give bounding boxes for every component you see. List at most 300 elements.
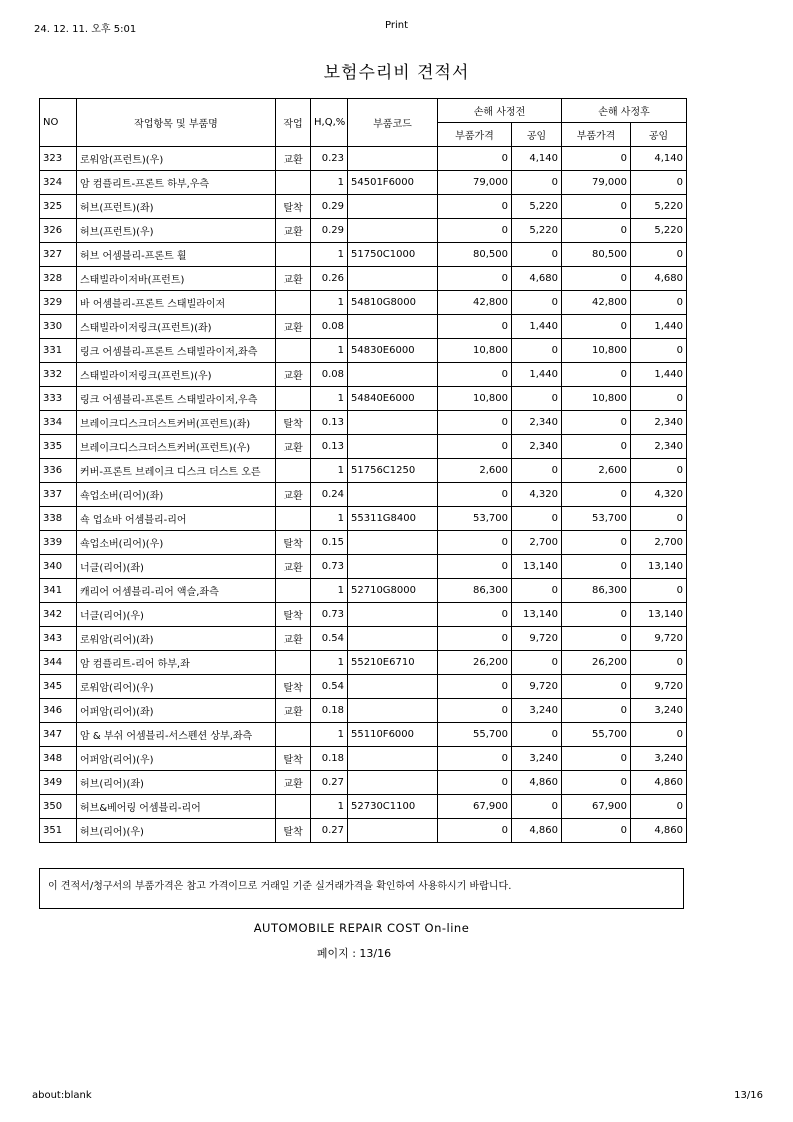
cell-after-part-price: 0 — [562, 603, 631, 627]
cell-no: 327 — [40, 243, 77, 267]
cell-before-labor: 4,680 — [512, 267, 562, 291]
cell-after-part-price: 0 — [562, 411, 631, 435]
cell-after-labor: 9,720 — [631, 627, 687, 651]
table-row — [40, 579, 687, 603]
cell-no: 335 — [40, 435, 77, 459]
cell-work: 탈착 — [276, 531, 311, 555]
cell-part-code — [348, 219, 438, 243]
cell-part-code — [348, 315, 438, 339]
cell-before-part-price: 0 — [438, 147, 512, 171]
cell-before-part-price: 0 — [438, 819, 512, 843]
cell-after-labor: 13,140 — [631, 603, 687, 627]
cell-before-labor: 2,700 — [512, 531, 562, 555]
brand-line: AUTOMOBILE REPAIR COST On-line — [253, 921, 470, 935]
cell-item: 암 컴플리트-리어 하부,좌 — [77, 651, 276, 675]
cell-no: 341 — [40, 579, 77, 603]
cell-part-code: 52730C1100 — [348, 795, 438, 819]
cell-after-labor: 4,140 — [631, 147, 687, 171]
header-work: 작업 — [276, 99, 311, 147]
cell-no: 334 — [40, 411, 77, 435]
cell-part-code — [348, 195, 438, 219]
table-row — [40, 147, 687, 171]
cell-before-part-price: 0 — [438, 675, 512, 699]
cell-part-code: 55210E6710 — [348, 651, 438, 675]
cell-before-labor: 5,220 — [512, 219, 562, 243]
cell-after-part-price: 0 — [562, 675, 631, 699]
cell-after-labor: 0 — [631, 651, 687, 675]
cell-before-part-price: 0 — [438, 411, 512, 435]
cell-before-part-price: 10,800 — [438, 387, 512, 411]
cell-item: 쇽업소버(리어)(우) — [77, 531, 276, 555]
header-before-labor: 공임 — [512, 123, 562, 147]
footer-url: about:blank — [32, 1090, 92, 1101]
cell-no: 338 — [40, 507, 77, 531]
cell-work: 탈착 — [276, 819, 311, 843]
cell-work — [276, 507, 311, 531]
cell-no: 328 — [40, 267, 77, 291]
cell-item: 어퍼암(리어)(좌) — [77, 699, 276, 723]
cell-hq: 0.73 — [311, 603, 348, 627]
table-row — [40, 483, 687, 507]
cell-no: 350 — [40, 795, 77, 819]
cell-after-part-price: 0 — [562, 267, 631, 291]
cell-item: 브레이크디스크더스트커버(프런트)(우) — [77, 435, 276, 459]
cell-work: 교환 — [276, 147, 311, 171]
table-row — [40, 507, 687, 531]
cell-no: 349 — [40, 771, 77, 795]
cell-no: 342 — [40, 603, 77, 627]
cell-after-labor: 2,340 — [631, 411, 687, 435]
cell-work: 교환 — [276, 771, 311, 795]
cell-no: 340 — [40, 555, 77, 579]
cell-work: 교환 — [276, 435, 311, 459]
cell-work: 교환 — [276, 699, 311, 723]
table-row — [40, 243, 687, 267]
cell-hq: 1 — [311, 579, 348, 603]
cell-hq: 1 — [311, 243, 348, 267]
cell-after-part-price: 0 — [562, 435, 631, 459]
cell-before-part-price: 53,700 — [438, 507, 512, 531]
cell-before-part-price: 2,600 — [438, 459, 512, 483]
cell-no: 326 — [40, 219, 77, 243]
cell-work: 탈착 — [276, 603, 311, 627]
cell-no: 348 — [40, 747, 77, 771]
cell-before-part-price: 86,300 — [438, 579, 512, 603]
cell-before-part-price: 0 — [438, 363, 512, 387]
cell-hq: 0.73 — [311, 555, 348, 579]
header-after-labor: 공임 — [631, 123, 687, 147]
cell-hq: 1 — [311, 507, 348, 531]
cell-part-code — [348, 363, 438, 387]
cell-before-labor: 0 — [512, 795, 562, 819]
cell-item: 링크 어셈블리-프론트 스태빌라이저,우측 — [77, 387, 276, 411]
cell-work — [276, 723, 311, 747]
cell-after-labor: 4,680 — [631, 267, 687, 291]
cell-part-code: 51750C1000 — [348, 243, 438, 267]
table-row — [40, 363, 687, 387]
cell-item: 허브(프런트)(좌) — [77, 195, 276, 219]
cell-no: 333 — [40, 387, 77, 411]
cell-before-labor: 0 — [512, 339, 562, 363]
cell-hq: 0.18 — [311, 699, 348, 723]
cell-before-part-price: 26,200 — [438, 651, 512, 675]
cell-after-labor: 4,860 — [631, 819, 687, 843]
cell-after-part-price: 0 — [562, 483, 631, 507]
cell-item: 허브&베어링 어셈블리-리어 — [77, 795, 276, 819]
table-row — [40, 699, 687, 723]
cell-item: 쇽업소버(리어)(좌) — [77, 483, 276, 507]
cell-no: 337 — [40, 483, 77, 507]
cell-before-part-price: 0 — [438, 531, 512, 555]
table-row — [40, 771, 687, 795]
cell-before-labor: 13,140 — [512, 555, 562, 579]
table-row — [40, 171, 687, 195]
cell-before-part-price: 42,800 — [438, 291, 512, 315]
cell-part-code: 54840E6000 — [348, 387, 438, 411]
cell-after-part-price: 55,700 — [562, 723, 631, 747]
cell-item: 허브(리어)(좌) — [77, 771, 276, 795]
cell-no: 346 — [40, 699, 77, 723]
cell-item: 브레이크디스크더스트커버(프런트)(좌) — [77, 411, 276, 435]
cell-before-labor: 4,860 — [512, 819, 562, 843]
cell-part-code: 54501F6000 — [348, 171, 438, 195]
cell-before-labor: 1,440 — [512, 315, 562, 339]
cell-hq: 0.27 — [311, 819, 348, 843]
cell-after-part-price: 26,200 — [562, 651, 631, 675]
cell-hq: 0.13 — [311, 411, 348, 435]
cell-part-code — [348, 819, 438, 843]
cell-before-labor: 1,440 — [512, 363, 562, 387]
cell-after-labor: 0 — [631, 579, 687, 603]
header-hq: H,Q,% — [311, 99, 348, 147]
cell-after-part-price: 0 — [562, 699, 631, 723]
cell-part-code — [348, 435, 438, 459]
cell-no: 345 — [40, 675, 77, 699]
cell-before-labor: 0 — [512, 387, 562, 411]
table-row — [40, 555, 687, 579]
cell-item: 암 컴플리트-프론트 하부,우측 — [77, 171, 276, 195]
cell-before-labor: 0 — [512, 723, 562, 747]
cell-before-part-price: 0 — [438, 483, 512, 507]
cell-hq: 0.54 — [311, 675, 348, 699]
cell-hq: 0.27 — [311, 771, 348, 795]
cell-work: 탈착 — [276, 675, 311, 699]
cell-after-part-price: 0 — [562, 747, 631, 771]
cell-hq: 0.08 — [311, 315, 348, 339]
cell-work — [276, 291, 311, 315]
cell-part-code — [348, 675, 438, 699]
cell-hq: 1 — [311, 459, 348, 483]
cell-after-part-price: 86,300 — [562, 579, 631, 603]
cell-no: 344 — [40, 651, 77, 675]
footer-page-count: 13/16 — [734, 1090, 763, 1101]
table-row — [40, 627, 687, 651]
table-row — [40, 267, 687, 291]
cell-no: 331 — [40, 339, 77, 363]
document-title: 보험수리비 견적서 — [323, 63, 470, 83]
table-row — [40, 195, 687, 219]
cell-before-labor: 9,720 — [512, 627, 562, 651]
cell-part-code — [348, 699, 438, 723]
cell-no: 324 — [40, 171, 77, 195]
cell-work: 교환 — [276, 555, 311, 579]
header-after-part-price: 부품가격 — [562, 123, 631, 147]
cell-before-part-price: 67,900 — [438, 795, 512, 819]
cell-item: 어퍼암(리어)(우) — [77, 747, 276, 771]
table-row — [40, 603, 687, 627]
cell-no: 336 — [40, 459, 77, 483]
cell-before-part-price: 10,800 — [438, 339, 512, 363]
cell-before-labor: 13,140 — [512, 603, 562, 627]
cell-hq: 1 — [311, 651, 348, 675]
cell-hq: 0.24 — [311, 483, 348, 507]
cell-no: 325 — [40, 195, 77, 219]
cell-work: 탈착 — [276, 195, 311, 219]
cell-before-labor: 2,340 — [512, 435, 562, 459]
cell-before-part-price: 0 — [438, 699, 512, 723]
cell-after-labor: 0 — [631, 387, 687, 411]
cell-part-code — [348, 411, 438, 435]
cell-work: 교환 — [276, 627, 311, 651]
cell-before-part-price: 0 — [438, 435, 512, 459]
cell-hq: 1 — [311, 723, 348, 747]
cell-after-part-price: 0 — [562, 555, 631, 579]
cell-before-part-price: 80,500 — [438, 243, 512, 267]
cell-after-labor: 2,340 — [631, 435, 687, 459]
cell-no: 351 — [40, 819, 77, 843]
cell-part-code: 51756C1250 — [348, 459, 438, 483]
cell-before-part-price: 0 — [438, 771, 512, 795]
cell-before-part-price: 79,000 — [438, 171, 512, 195]
cell-hq: 1 — [311, 387, 348, 411]
cell-item: 스태빌라이저바(프런트) — [77, 267, 276, 291]
cell-before-part-price: 0 — [438, 267, 512, 291]
cell-after-part-price: 10,800 — [562, 387, 631, 411]
cell-part-code: 54830E6000 — [348, 339, 438, 363]
cell-after-part-price: 67,900 — [562, 795, 631, 819]
cell-before-part-price: 55,700 — [438, 723, 512, 747]
table-row — [40, 315, 687, 339]
cell-item: 로워암(프런트)(우) — [77, 147, 276, 171]
cell-after-part-price: 79,000 — [562, 171, 631, 195]
header-before-part-price: 부품가격 — [438, 123, 512, 147]
header-before-adjustment: 손해 사정전 — [438, 99, 562, 123]
cell-work — [276, 243, 311, 267]
cell-after-labor: 3,240 — [631, 747, 687, 771]
cell-item: 암 & 부쉬 어셈블리-서스펜션 상부,좌측 — [77, 723, 276, 747]
cell-after-labor: 4,860 — [631, 771, 687, 795]
cell-part-code: 54810G8000 — [348, 291, 438, 315]
cell-before-part-price: 0 — [438, 195, 512, 219]
cell-item: 허브(리어)(우) — [77, 819, 276, 843]
table-row — [40, 675, 687, 699]
cell-after-part-price: 53,700 — [562, 507, 631, 531]
cell-after-part-price: 0 — [562, 531, 631, 555]
header-item: 작업항목 및 부품명 — [77, 99, 276, 147]
cell-hq: 1 — [311, 339, 348, 363]
table-row — [40, 219, 687, 243]
cell-before-labor: 0 — [512, 291, 562, 315]
cell-after-part-price: 0 — [562, 315, 631, 339]
cell-no: 339 — [40, 531, 77, 555]
table-row — [40, 459, 687, 483]
cell-after-labor: 0 — [631, 795, 687, 819]
cell-hq: 1 — [311, 171, 348, 195]
cell-before-labor: 4,860 — [512, 771, 562, 795]
header-after-adjustment: 손해 사정후 — [562, 99, 687, 123]
cell-part-code — [348, 627, 438, 651]
cell-before-labor: 4,320 — [512, 483, 562, 507]
print-datetime: 24. 12. 11. 오후 5:01 — [34, 24, 137, 35]
cell-item: 링크 어셈블리-프론트 스태빌라이저,좌측 — [77, 339, 276, 363]
cell-part-code — [348, 267, 438, 291]
cell-before-labor: 5,220 — [512, 195, 562, 219]
cell-item: 허브(프런트)(우) — [77, 219, 276, 243]
cell-hq: 0.13 — [311, 435, 348, 459]
table-row — [40, 819, 687, 843]
cell-before-labor: 4,140 — [512, 147, 562, 171]
cell-item: 커버-프론트 브레이크 디스크 더스트 오른 — [77, 459, 276, 483]
cell-after-part-price: 0 — [562, 147, 631, 171]
table-row — [40, 723, 687, 747]
cell-after-labor: 9,720 — [631, 675, 687, 699]
cell-part-code — [348, 147, 438, 171]
cell-before-labor: 0 — [512, 579, 562, 603]
cell-work: 교환 — [276, 315, 311, 339]
cell-after-labor: 0 — [631, 291, 687, 315]
cell-part-code — [348, 747, 438, 771]
cell-work — [276, 387, 311, 411]
table-row — [40, 387, 687, 411]
cell-hq: 1 — [311, 795, 348, 819]
cell-after-labor: 3,240 — [631, 699, 687, 723]
cell-after-labor: 0 — [631, 243, 687, 267]
cell-work: 교환 — [276, 267, 311, 291]
cell-work — [276, 171, 311, 195]
cell-before-part-price: 0 — [438, 555, 512, 579]
cell-before-labor: 9,720 — [512, 675, 562, 699]
table-row — [40, 651, 687, 675]
cell-no: 329 — [40, 291, 77, 315]
cell-work — [276, 795, 311, 819]
cell-after-labor: 2,700 — [631, 531, 687, 555]
cell-item: 너클(리어)(좌) — [77, 555, 276, 579]
cell-hq: 0.15 — [311, 531, 348, 555]
table-row — [40, 291, 687, 315]
cell-item: 바 어셈블리-프론트 스태빌라이저 — [77, 291, 276, 315]
cell-before-labor: 3,240 — [512, 747, 562, 771]
cell-before-part-price: 0 — [438, 747, 512, 771]
cell-hq: 0.18 — [311, 747, 348, 771]
cell-hq: 0.23 — [311, 147, 348, 171]
cell-after-part-price: 0 — [562, 195, 631, 219]
table-row — [40, 747, 687, 771]
cell-hq: 0.29 — [311, 219, 348, 243]
cell-item: 쇽 업쇼바 어셈블리-리어 — [77, 507, 276, 531]
cell-after-labor: 0 — [631, 339, 687, 363]
cell-no: 347 — [40, 723, 77, 747]
cell-work: 교환 — [276, 363, 311, 387]
cell-after-labor: 0 — [631, 723, 687, 747]
cell-part-code: 55311G8400 — [348, 507, 438, 531]
cell-before-labor: 0 — [512, 651, 562, 675]
cell-part-code: 52710G8000 — [348, 579, 438, 603]
cell-after-part-price: 80,500 — [562, 243, 631, 267]
cell-after-part-price: 42,800 — [562, 291, 631, 315]
cell-no: 330 — [40, 315, 77, 339]
cell-work: 교환 — [276, 483, 311, 507]
cell-before-labor: 2,340 — [512, 411, 562, 435]
cell-hq: 1 — [311, 291, 348, 315]
cell-hq: 0.29 — [311, 195, 348, 219]
cell-item: 캐리어 어셈블리-리어 액슬,좌측 — [77, 579, 276, 603]
cell-item: 너클(리어)(우) — [77, 603, 276, 627]
cell-work — [276, 459, 311, 483]
cell-after-labor: 1,440 — [631, 315, 687, 339]
cell-item: 스태빌라이저링크(프런트)(좌) — [77, 315, 276, 339]
cell-work: 탈착 — [276, 411, 311, 435]
cell-after-part-price: 2,600 — [562, 459, 631, 483]
cell-work — [276, 579, 311, 603]
table-row — [40, 339, 687, 363]
cell-no: 343 — [40, 627, 77, 651]
cell-work — [276, 651, 311, 675]
table-row — [40, 435, 687, 459]
page-indicator: 페이지 : 13/16 — [316, 947, 392, 960]
cell-after-labor: 5,220 — [631, 219, 687, 243]
cell-after-labor: 0 — [631, 171, 687, 195]
cell-after-part-price: 0 — [562, 219, 631, 243]
cell-item: 스태빌라이저링크(프런트)(우) — [77, 363, 276, 387]
table-row — [40, 411, 687, 435]
cell-after-labor: 5,220 — [631, 195, 687, 219]
cell-work: 교환 — [276, 219, 311, 243]
cell-before-labor: 0 — [512, 507, 562, 531]
cell-after-labor: 0 — [631, 507, 687, 531]
cell-no: 332 — [40, 363, 77, 387]
cell-item: 허브 어셈블리-프론트 휠 — [77, 243, 276, 267]
table-row — [40, 795, 687, 819]
cell-after-labor: 13,140 — [631, 555, 687, 579]
cell-before-labor: 3,240 — [512, 699, 562, 723]
cell-part-code — [348, 531, 438, 555]
cell-before-part-price: 0 — [438, 627, 512, 651]
table-row — [40, 531, 687, 555]
header-part-code: 부품코드 — [348, 99, 438, 147]
cell-hq: 0.26 — [311, 267, 348, 291]
estimate-rows — [40, 147, 687, 843]
cell-before-part-price: 0 — [438, 315, 512, 339]
print-label: Print — [384, 20, 408, 31]
cell-part-code — [348, 555, 438, 579]
cell-hq: 0.54 — [311, 627, 348, 651]
cell-item: 로워암(리어)(우) — [77, 675, 276, 699]
cell-part-code: 55110F6000 — [348, 723, 438, 747]
cell-before-labor: 0 — [512, 171, 562, 195]
cell-before-part-price: 0 — [438, 603, 512, 627]
header-no: NO — [40, 99, 77, 147]
cell-after-part-price: 0 — [562, 771, 631, 795]
cell-part-code — [348, 483, 438, 507]
cell-after-labor: 0 — [631, 459, 687, 483]
cell-no: 323 — [40, 147, 77, 171]
cell-after-part-price: 0 — [562, 819, 631, 843]
estimate-table — [39, 98, 687, 843]
cell-part-code — [348, 771, 438, 795]
cell-hq: 0.08 — [311, 363, 348, 387]
cell-before-part-price: 0 — [438, 219, 512, 243]
cell-after-part-price: 0 — [562, 627, 631, 651]
